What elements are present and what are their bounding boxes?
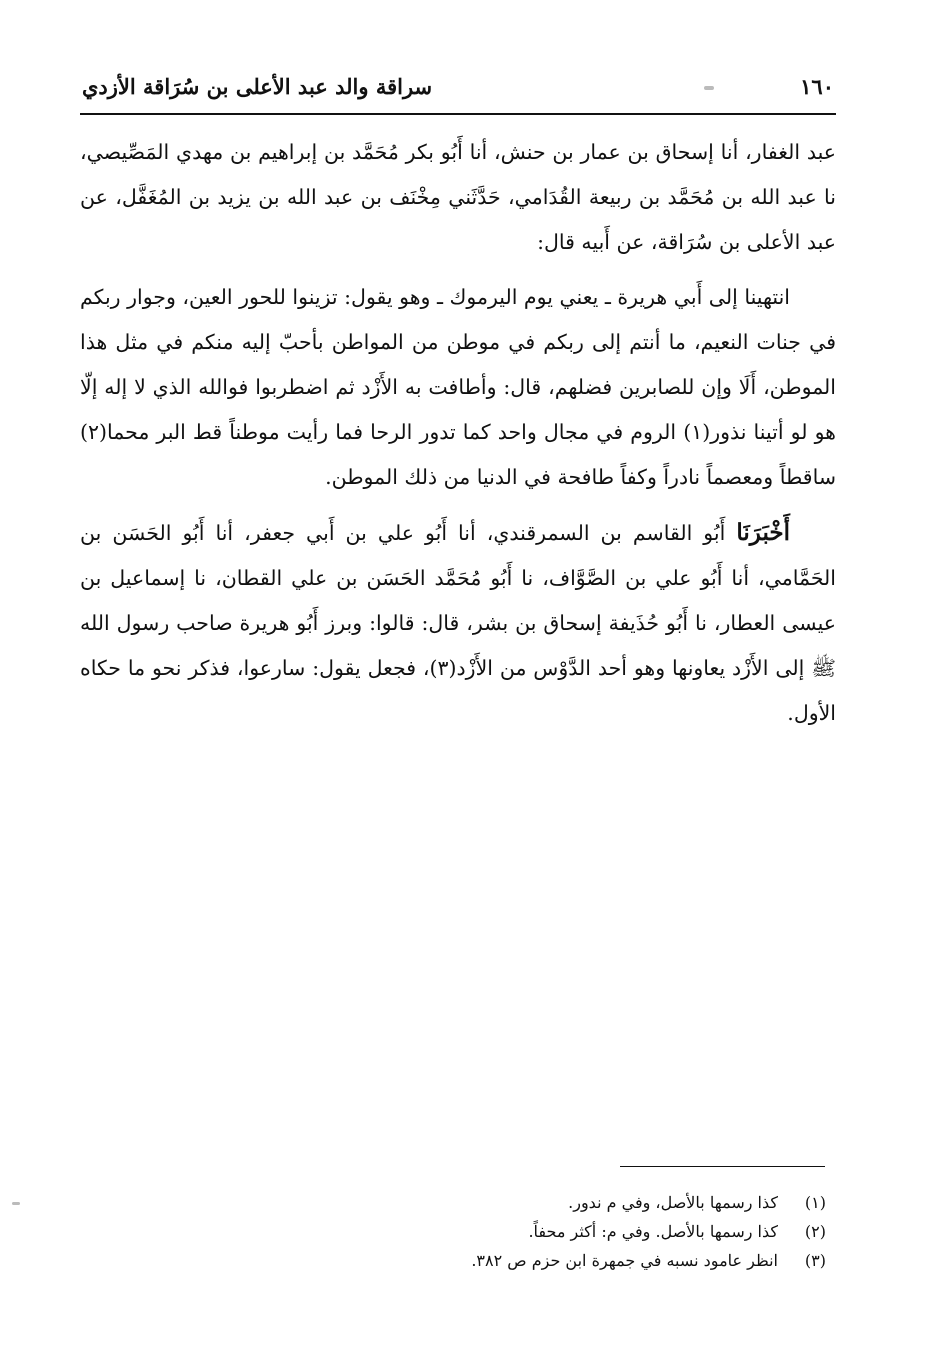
footnote-number: (٢) — [804, 1222, 826, 1241]
footnotes — [80, 1188, 826, 1275]
footnote-text: انظر عامود نسبه في جمهرة ابن حزم ص ٣٨٢. — [471, 1251, 778, 1270]
footnote-text: كذا رسمها بالأصل، وفي م ندور. — [568, 1193, 778, 1212]
scan-speck — [704, 86, 714, 90]
scan-speck — [12, 1202, 20, 1205]
footnote-text: كذا رسمها بالأصل. وفي م: أكثر محفاً. — [528, 1222, 778, 1241]
footnote-item — [80, 1217, 826, 1246]
footnote-item — [80, 1246, 826, 1275]
paragraph-second-isnad-text: أَبُو القاسم بن السمرقندي، أنا أَبُو علي بن أَبي جعفر، أنا أَبُو الحَسَن بن الحَمَّامي، أنا أَبُو علي بن الصَّوَّاف، نا أَبُو مُحَمَّد الحَسَن بن علي القطان، نا إسماعيل بن عيسى العطار، نا أَبُو حُذَيفة إسحاق بن بشر، قال: قالوا: وبرز أَبُو هريرة صاحب رسول الله ﷺ إلى الأَزْد يعاونها وهو أحد الدَّوْس من الأَزْد(٣)، فجعل يقول: سارعوا، فذكر نحو ما حكاه الأول. — [80, 521, 836, 725]
page-number: ١٦٠ — [800, 73, 834, 99]
main-text — [80, 130, 836, 736]
paragraph-isnad: عبد الغفار، أنا إسحاق بن عمار بن حنش، أنا أَبُو بكر مُحَمَّد بن إبراهيم بن مهدي المَصِّيصي، نا عبد الله بن مُحَمَّد بن ربيعة القُدَامي، حَدَّثَني مِخْنَف بن عبد الله بن يزيد بن المُغَفَّل، عن عبد الأعلى بن سُرَاقة، عن أَبيه قال: — [80, 140, 836, 254]
footnote-number: (٣) — [804, 1251, 826, 1270]
running-title: سراقة والد عبد الأعلى بن سُرَاقة الأزدي — [82, 73, 433, 99]
akhbarana-lead: أَخْبَرَنَا — [736, 519, 790, 546]
footnote-item — [80, 1188, 826, 1217]
footnote-number: (١) — [804, 1193, 826, 1212]
footnote-rule — [620, 1166, 825, 1167]
header-rule — [80, 113, 836, 115]
page-header — [82, 66, 834, 106]
paragraph-second-isnad — [80, 510, 836, 736]
paragraph-narration: انتهينا إلى أَبي هريرة ـ يعني يوم اليرموك ـ وهو يقول: تزينوا للحور العين، وجوار ربكم في جنات النعيم، ما أنتم إلى ربكم في موطن من المواطن بأحبّ إليه منكم في مثل هذا الموطن، أَلَا وإن للصابرين فضلهم، قال: وأطافت به الأَزْد ثم اضطربوا فوالله الذي لا إله إلّا هو لو أتينا نذور(١) الروم في مجال واحد كما تدور الرحا فما رأيت موطناً قط البر محما(٢) ساقطاً ومعصماً نادراً وكفاً طافحة في الدنيا من ذلك الموطن. — [80, 285, 836, 489]
